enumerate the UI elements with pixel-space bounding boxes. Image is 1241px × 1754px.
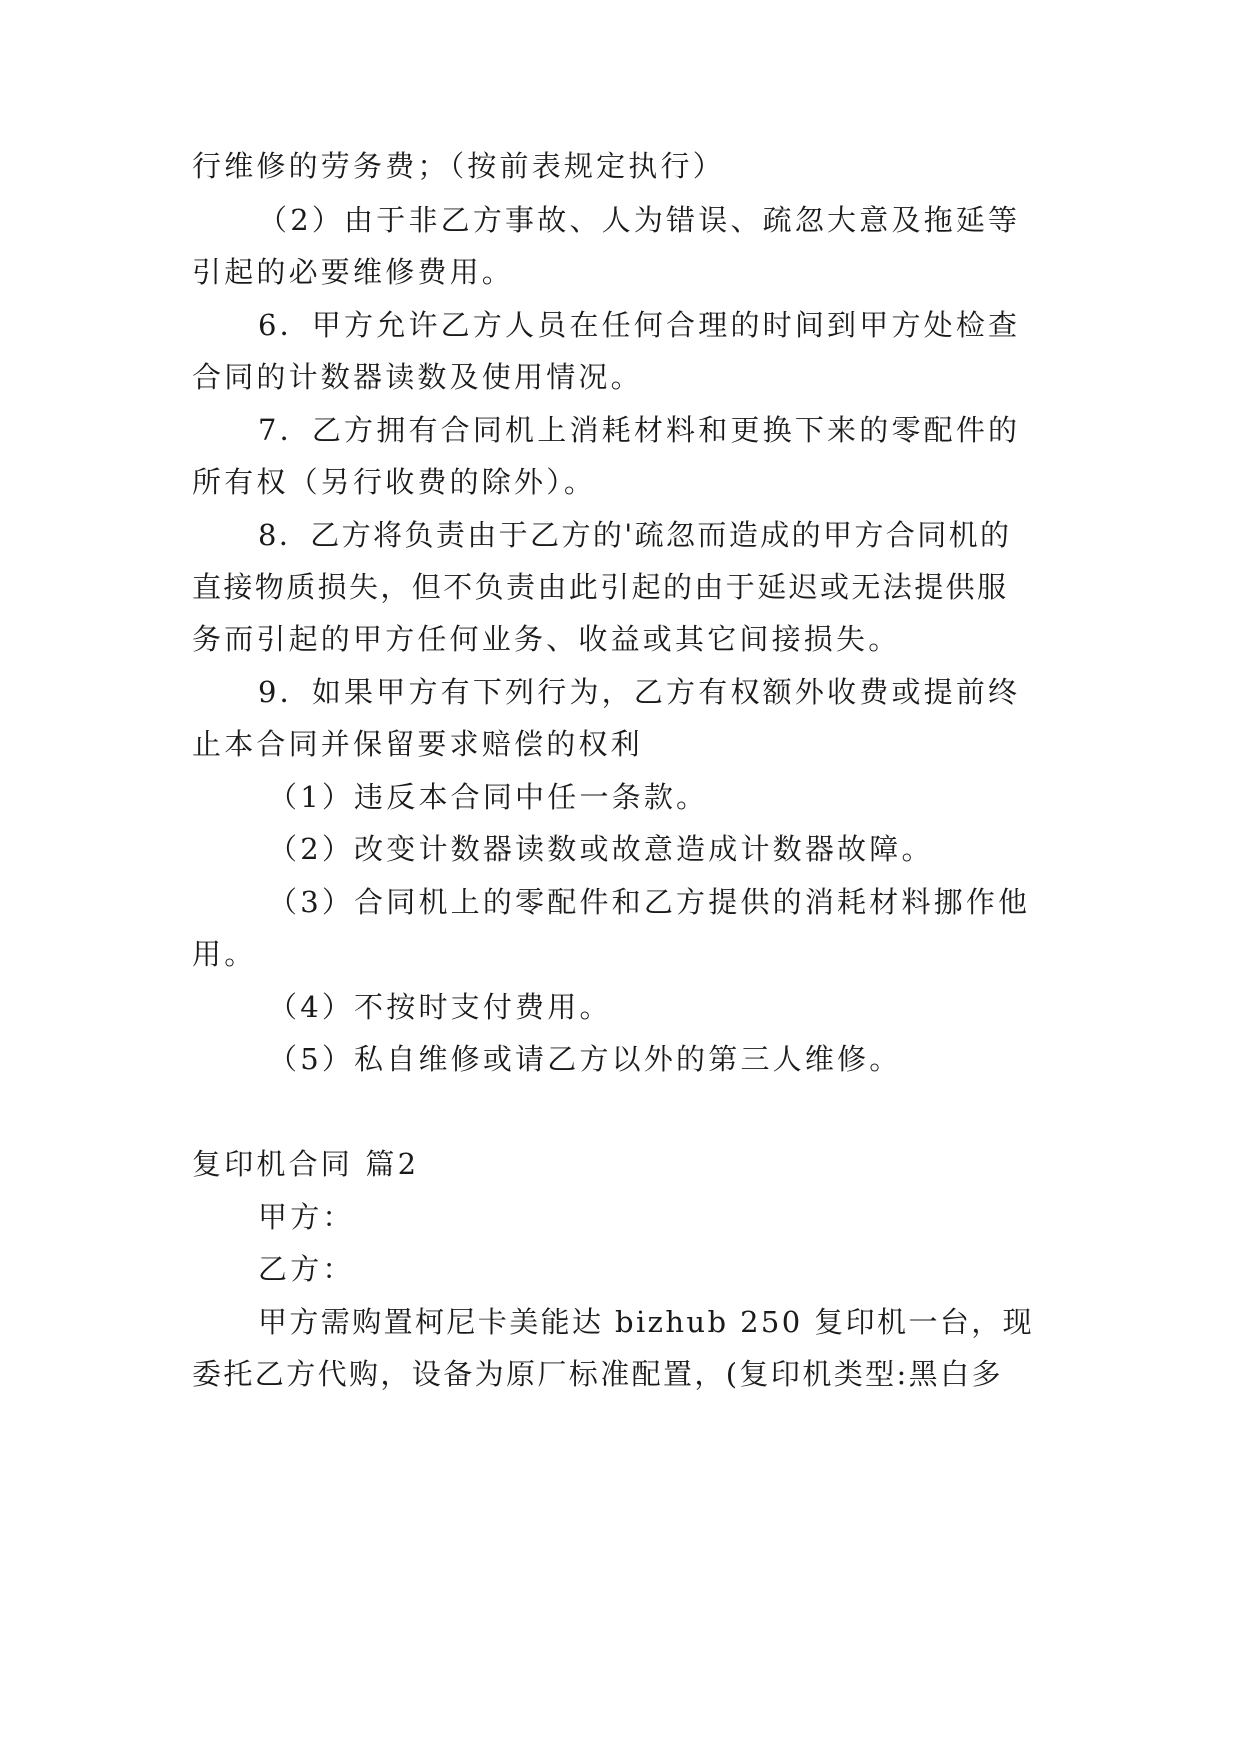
text-line: （4）不按时支付费用。 bbox=[268, 990, 612, 1024]
text-line: 务而引起的甲方任何业务、收益或其它间接损失。 bbox=[192, 622, 901, 656]
text-line: 所有权（另行收费的除外）。 bbox=[192, 465, 597, 499]
text-line: （3）合同机上的零配件和乙方提供的消耗材料挪作他 bbox=[268, 885, 1031, 919]
text-line: （2）由于非乙方事故、人为错误、疏忽大意及拖延等 bbox=[258, 203, 1021, 237]
text-line: （5）私自维修或请乙方以外的第三人维修。 bbox=[268, 1042, 902, 1076]
text-line: 合同的计数器读数及使用情况。 bbox=[192, 360, 643, 394]
text-line: 甲方： bbox=[258, 1200, 355, 1234]
text-line: （2）改变计数器读数或故意造成计数器故障。 bbox=[268, 832, 934, 866]
text-line: （1）违反本合同中任一条款。 bbox=[268, 780, 709, 814]
text-line: 用。 bbox=[192, 937, 257, 971]
text-line: 甲方需购置柯尼卡美能达 bizhub 250 复印机一台，现 bbox=[258, 1305, 1035, 1339]
text-line: 6．甲方允许乙方人员在任何合理的时间到甲方处检查 bbox=[258, 308, 1021, 342]
text-line: 直接物质损失，但不负责由此引起的由于延迟或无法提供服 bbox=[192, 570, 1009, 604]
text-line: 9．如果甲方有下列行为，乙方有权额外收费或提前终 bbox=[258, 675, 1021, 709]
section-heading: 复印机合同 篇2 bbox=[192, 1147, 420, 1181]
text-line: 行维修的劳务费；（按前表规定执行） bbox=[192, 149, 725, 183]
text-line: 7．乙方拥有合同机上消耗材料和更换下来的零配件的 bbox=[258, 413, 1021, 447]
text-line: 乙方： bbox=[258, 1252, 355, 1286]
text-line: 8．乙方将负责由于乙方的'疏忽而造成的甲方合同机的 bbox=[258, 518, 1012, 552]
text-line: 委托乙方代购，设备为原厂标准配置，(复印机类型:黑白多 bbox=[192, 1357, 1003, 1391]
text-line: 引起的必要维修费用。 bbox=[192, 255, 515, 289]
text-line: 止本合同并保留要求赔偿的权利 bbox=[192, 727, 643, 761]
